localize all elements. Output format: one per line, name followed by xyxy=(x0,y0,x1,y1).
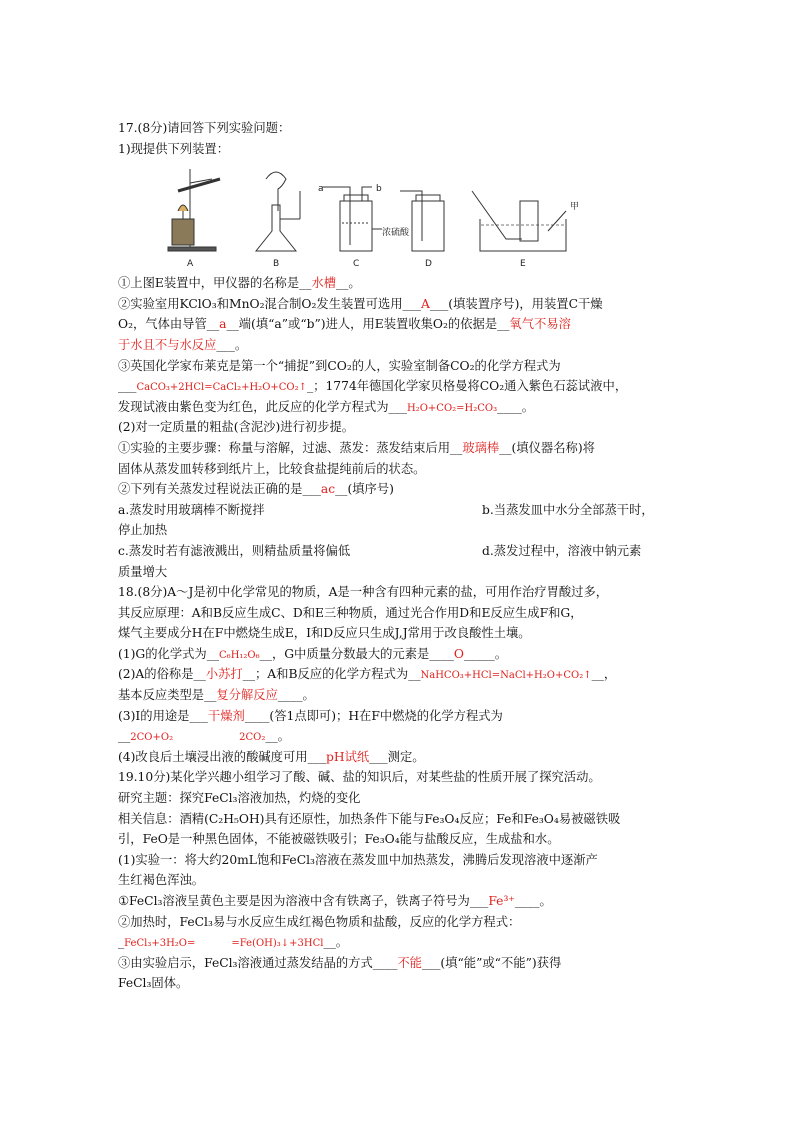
label-b: B xyxy=(273,259,280,270)
q19-s2b: _FeCl₃+3H₂O= =Fe(OH)₃↓+3HCl__。 xyxy=(118,935,349,950)
q19-topic: 研究主题：探究FeCl₃溶液加热，灼烧的变化 xyxy=(118,791,361,806)
label-e: E xyxy=(520,259,526,270)
q18-s2b: 基本反应类型是__复分解反应____。 xyxy=(118,688,315,703)
q18-heading: 18.(8分)A～J是初中化学常见的物质，A是一种含有四种元素的盐，可用作治疗胃酸过多， xyxy=(118,585,609,600)
options-row-2 xyxy=(118,541,678,562)
q19-heading: 19.10分)某化学兴趣小组学习了酸、碱、盐的知识后，对某些盐的性质开展了探究活动。 xyxy=(118,770,601,785)
q18-stem-2: 其反应原理：A和B反应生成C、D和E三种物质，通过光合作用D和E反应生成F和G， xyxy=(118,605,583,620)
q19-info-1: 相关信息：酒精(C₂H₅OH)具有还原性，加热条件下能与Fe₃O₄反应；Fe和Fe₃O₄易被磁铁吸 xyxy=(118,811,621,826)
label-port-b: b xyxy=(376,184,382,195)
label-c: C xyxy=(353,259,360,270)
q17-t2: ②下列有关蒸发过程说法正确的是___ac__(填序号) xyxy=(118,482,394,497)
label-reagent: 浓硫酸 xyxy=(382,228,410,239)
q18-s3: (3)I的用途是___干燥剂____(答1点即可)；H在F中燃烧的化学方程式为 xyxy=(118,708,503,723)
q19-info-2: 引，FeO是一种黑色固体，不能被磁铁吸引；Fe₃O₄能与盐酸反应，生成盐和水。 xyxy=(118,832,560,847)
q17-t1b: 固体从蒸发皿转移到纸片上，比较食盐提纯前后的状态。 xyxy=(118,461,426,476)
apparatus-drawing xyxy=(150,161,570,269)
q18-s4: (4)改良后土壤浸出液的酸碱度可用___pH试纸___测定。 xyxy=(118,749,425,764)
q19-exp1-2: 生红褐色浑浊。 xyxy=(118,873,205,888)
q19-s1: ①FeCl₃溶液呈黄色主要是因为溶液中含有铁离子，铁离子符号为___Fe³⁺____。 xyxy=(118,894,552,908)
q17-s3b: ___CaCO₃+2HCl=CaCl₂+H₂O+CO₂↑_；1774年德国化学家贝格曼将CO₂通入紫色石蕊试液中， xyxy=(118,379,628,394)
q17-s1: ①上图E装置中，甲仪器的名称是__水槽__。 xyxy=(118,276,361,291)
option-c: c.蒸发时若有滤液溅出，则精盐质量将偏低 xyxy=(118,543,351,558)
q18-s2: (2)A的俗称是__小苏打__；A和B反应的化学方程式为__NaHCO₃+HCl=NaCl+H₂O+CO₂↑__， xyxy=(118,667,617,682)
label-port-a: a xyxy=(318,184,324,195)
label-d: D xyxy=(425,259,432,270)
q17-part2: (2)对一定质量的粗盐(含泥沙)进行初步提。 xyxy=(118,420,355,435)
option-b: b.当蒸发皿中水分全部蒸干时， xyxy=(482,502,654,517)
q19-s3: ③由实验启示，FeCl₃溶液通过蒸发结晶的方式____不能___(填“能”或“不能”)获得 xyxy=(118,955,562,970)
option-d-cont: 质量增大 xyxy=(118,564,168,579)
q17-heading: 17.(8分)请回答下列实验问题： xyxy=(118,121,291,135)
option-d: d.蒸发过程中，溶液中钠元素 xyxy=(482,543,642,558)
q19-s2: ②加热时，FeCl₃易与水反应生成红褐色物质和盐酸，反应的化学方程式： xyxy=(118,914,521,929)
q17-s2b: O₂，气体由导管__a__端(填“a”或“b”)进人，用E装置收集O₂的依据是__氧气不易溶 xyxy=(118,317,571,332)
q17-t1a: ①实验的主要步骤：称量与溶解，过滤、蒸发：蒸发结束后用__玻璃棒__(填仪器名称)将 xyxy=(118,440,595,455)
q19-exp1-1: (1)实验一：将大约20mL饱和FeCl₃溶液在蒸发皿中加热蒸发，沸腾后发现溶液中逐渐产 xyxy=(118,852,598,867)
q17-s2c: 于水且不与水反应___。 xyxy=(118,337,248,352)
worksheet xyxy=(118,118,678,994)
apparatus-figure xyxy=(150,161,580,270)
q18-stem-3: 煤气主要成分H在F中燃烧生成E，I和D反应只生成J,J常用于改良酸性土壤。 xyxy=(118,626,531,641)
q18-s3b: __2CO+O₂ 2CO₂__。 xyxy=(118,729,290,744)
q17-part1-intro: 1)现提供下列装置： xyxy=(118,141,229,156)
label-a: A xyxy=(187,259,194,270)
options-row-1 xyxy=(118,500,678,521)
option-b-cont: 停止加热 xyxy=(118,523,168,538)
q17-s3a: ③英国化学家布莱克是第一个“捕捉”到CO₂的人，实验室制备CO₂的化学方程式为 xyxy=(118,358,561,373)
q18-s1: (1)G的化学式为__C₆H₁₂O₆__，G中质量分数最大的元素是____O_____。 xyxy=(118,646,508,661)
option-a: a.蒸发时用玻璃棒不断搅拌 xyxy=(118,502,265,517)
q17-s2a: ②实验室用KClO₃和MnO₂混合制O₂发生装置可选用___A___(填装置序号)，用装置C干燥 xyxy=(118,296,603,311)
q19-s3b: FeCl₃固体。 xyxy=(118,976,189,991)
label-jia: 甲 xyxy=(570,202,580,213)
q17-s3c: 发现试液由紫色变为红色，此反应的化学方程式为___H₂O+CO₂=H₂CO₃____。 xyxy=(118,399,535,414)
